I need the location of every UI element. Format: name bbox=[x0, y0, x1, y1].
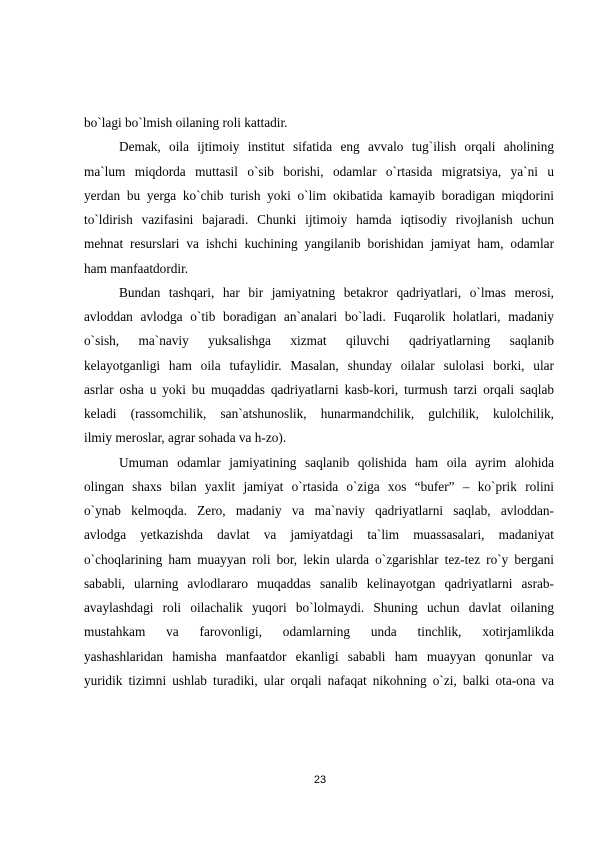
text-line: keladi (rassomchilik, san`atshunoslik, hunarmandchilik, gulchilik, kulolchilik, bbox=[84, 406, 554, 421]
text-line: Umuman odamlar jamiyatining saqlanib qolishida ham oila ayrim alohida bbox=[119, 454, 554, 470]
text-line: kelayotganligi ham oila tufaylidir. Masalan, shunday oilalar sulolasi borki, ular bbox=[84, 357, 554, 373]
text-line: ma`lum miqdorda muttasil o`sib borishi, odamlar o`rtasida migratsiya, ya`ni u bbox=[84, 163, 554, 179]
text-line: avlodga yetkazishda davlat va jamiyatdagi ta`lim muassasalari, madaniyat bbox=[84, 527, 554, 543]
text-line: yuridik tizimni ushlab turadiki, ular orqali nafaqat nikohning o`zi, balki ota-ona va bbox=[84, 672, 554, 688]
text-line: o`ynab kelmoqda. Zero, madaniy va ma`naviy qadriyatlarni saqlab, avloddan- bbox=[84, 503, 554, 518]
text-line: Demak, oila ijtimoiy institut sifatida eng avvalo tug`ilish orqali aholining bbox=[119, 139, 554, 155]
text-line: avloddan avlodga o`tib boradigan an`analari bo`ladi. Fuqarolik holatlari, madaniy bbox=[84, 309, 554, 324]
text-line: o`choqlarining ham muayyan roli bor, lekin ularda o`zgarishlar tez-tez ro`y bergani bbox=[84, 551, 554, 567]
text-line: asrlar osha u yoki bu muqaddas qadriyatlarni kasb-kori, turmush tarzi orqali saqlab bbox=[84, 381, 554, 397]
text-line: yashashlaridan hamisha manfaatdor ekanligi sababli ham muayyan qonunlar va bbox=[84, 648, 554, 664]
text-line: olingan shaxs bilan yaxlit jamiyat o`rtasida o`ziga xos “bufer” – ko`prik rolini bbox=[84, 478, 554, 494]
text-line: Bundan tashqari, har bir jamiyatning betakror qadriyatlari, o`lmas merosi, bbox=[119, 284, 554, 300]
text-line: bo`lagi bo`lmish oilaning roli kattadir. bbox=[84, 115, 288, 130]
text-line: ham manfaatdordir. bbox=[84, 260, 189, 276]
text-line: o`sish, ma`naviy yuksalishga xizmat qiluvchi qadriyatlarning saqlanib bbox=[84, 333, 554, 349]
text-line: yerdan bu yerga ko`chib turish yoki o`lim okibatida kamayib boradigan miqdorini bbox=[84, 187, 554, 203]
page-number: 23 bbox=[313, 774, 327, 786]
text-line: to`ldirish vazifasini bajaradi. Chunki ijtimoiy hamda iqtisodiy rivojlanish uchun bbox=[84, 212, 554, 227]
text-line: mustahkam va farovonligi, odamlarning unda tinchlik, xotirjamlikda bbox=[84, 624, 554, 640]
text-line: sababli, ularning avlodlararo muqaddas sanalib kelinayotgan qadriyatlarni asrab- bbox=[84, 575, 554, 591]
text-line: mehnat resurslari va ishchi kuchining yangilanib borishidan jamiyat ham, odamlar bbox=[84, 236, 554, 252]
text-line: ilmiy meroslar, agrar sohada va h-zo). bbox=[84, 430, 287, 446]
text-line: avaylashdagi roli oilachalik yuqori bo`lolmaydi. Shuning uchun davlat oilaning bbox=[84, 600, 554, 615]
body-text bbox=[84, 111, 554, 693]
